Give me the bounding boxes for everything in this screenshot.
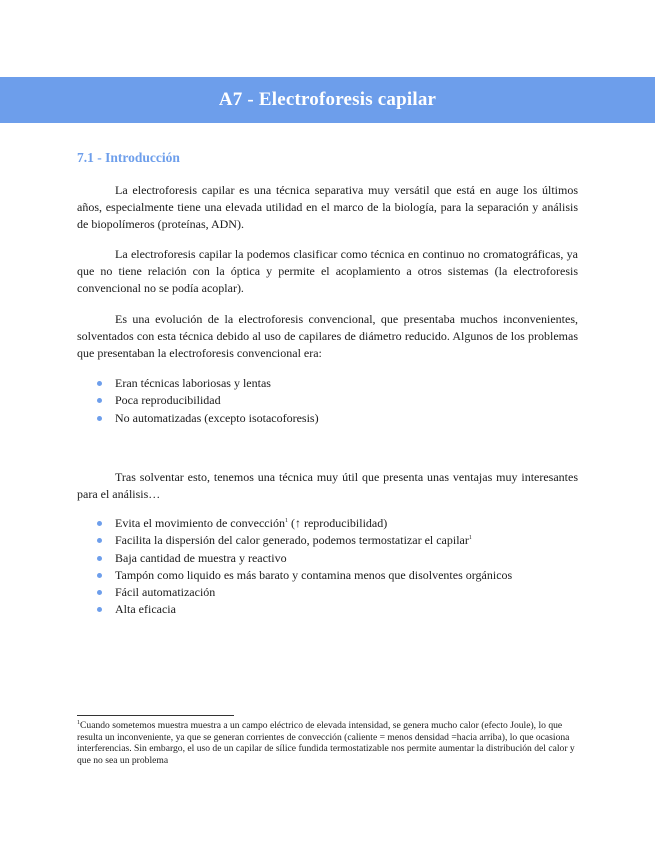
list-item: Baja cantidad de muestra y reactivo	[77, 550, 578, 567]
paragraph-advantages-intro: Tras solventar esto, tenemos una técnica muy útil que presenta unas ventajas muy interesantes para el análisis…	[77, 470, 578, 501]
list-item: Eran técnicas laboriosas y lentas	[77, 375, 578, 392]
footnote	[77, 720, 582, 766]
problems-list	[77, 375, 578, 427]
title-banner	[0, 77, 655, 123]
bullet-icon	[97, 607, 102, 612]
footnote-text: Cuando sometemos muestra muestra a un campo eléctrico de elevada intensidad, se genera mucho calor (efecto Joule), lo que resulta un inconveniente, ya que se generan corrientes de convección (caliente = menos densidad =hacia arriba), lo que ocasiona interferencias. Sin embargo, el uso de un capilar de sílice fundida termostatizable nos permite aumentar la distribución del calor y que no sea un problema	[77, 720, 575, 766]
bullet-icon	[97, 398, 102, 403]
list-item: Poca reproducibilidad	[77, 392, 578, 409]
list-item: Facilita la dispersión del calor generado, podemos termostatizar el capilar$^1$	[77, 532, 578, 549]
paragraph-evolution: Es una evolución de la electroforesis convencional, que presentaba muchos inconvenientes, solventados con esta técnica debido al uso de capilares de diámetro reducido. Algunos de los problemas que presentaban la electroforesis convencional era:	[77, 312, 578, 360]
list-item: Evita el movimiento de convección$^1$ (↑ reproducibilidad)	[77, 515, 578, 532]
advantages-list	[77, 515, 578, 619]
footnote-ref[interactable]: 1	[284, 518, 288, 524]
paragraph-classification: La electroforesis capilar la podemos clasificar como técnica en continuo no cromatográficas, ya que no tiene relación con la óptica y permite el acoplamiento a otros sistemas (la electroforesis convencional no se podía acoplar).	[77, 247, 578, 295]
bullet-icon	[97, 556, 102, 561]
section-heading: 7.1 - Introducción	[77, 150, 180, 165]
bullet-icon	[97, 381, 102, 386]
list-item: Alta eficacia	[77, 601, 578, 618]
bullet-icon	[97, 590, 102, 595]
list-item: No automatizadas (excepto isotacoforesis)	[77, 410, 578, 427]
list-item: Fácil automatización	[77, 584, 578, 601]
bullet-icon	[97, 416, 102, 421]
footnote-divider	[77, 715, 234, 716]
footnote-marker: 1	[77, 719, 80, 726]
bullet-icon	[97, 521, 102, 526]
paragraph-intro: La electroforesis capilar es una técnica separativa muy versátil que está en auge los últimos años, especialmente tiene una elevada utilidad en el marco de la biología, para la separación y análisis de biopolímeros (proteínas, ADN).	[77, 183, 578, 231]
list-item: Tampón como liquido es más barato y contamina menos que disolventes orgánicos	[77, 567, 578, 584]
bullet-icon	[97, 573, 102, 578]
page-title: A7 - Electroforesis capilar	[218, 89, 437, 110]
footnote-ref[interactable]: 1	[468, 535, 472, 542]
bullet-icon	[97, 538, 102, 543]
